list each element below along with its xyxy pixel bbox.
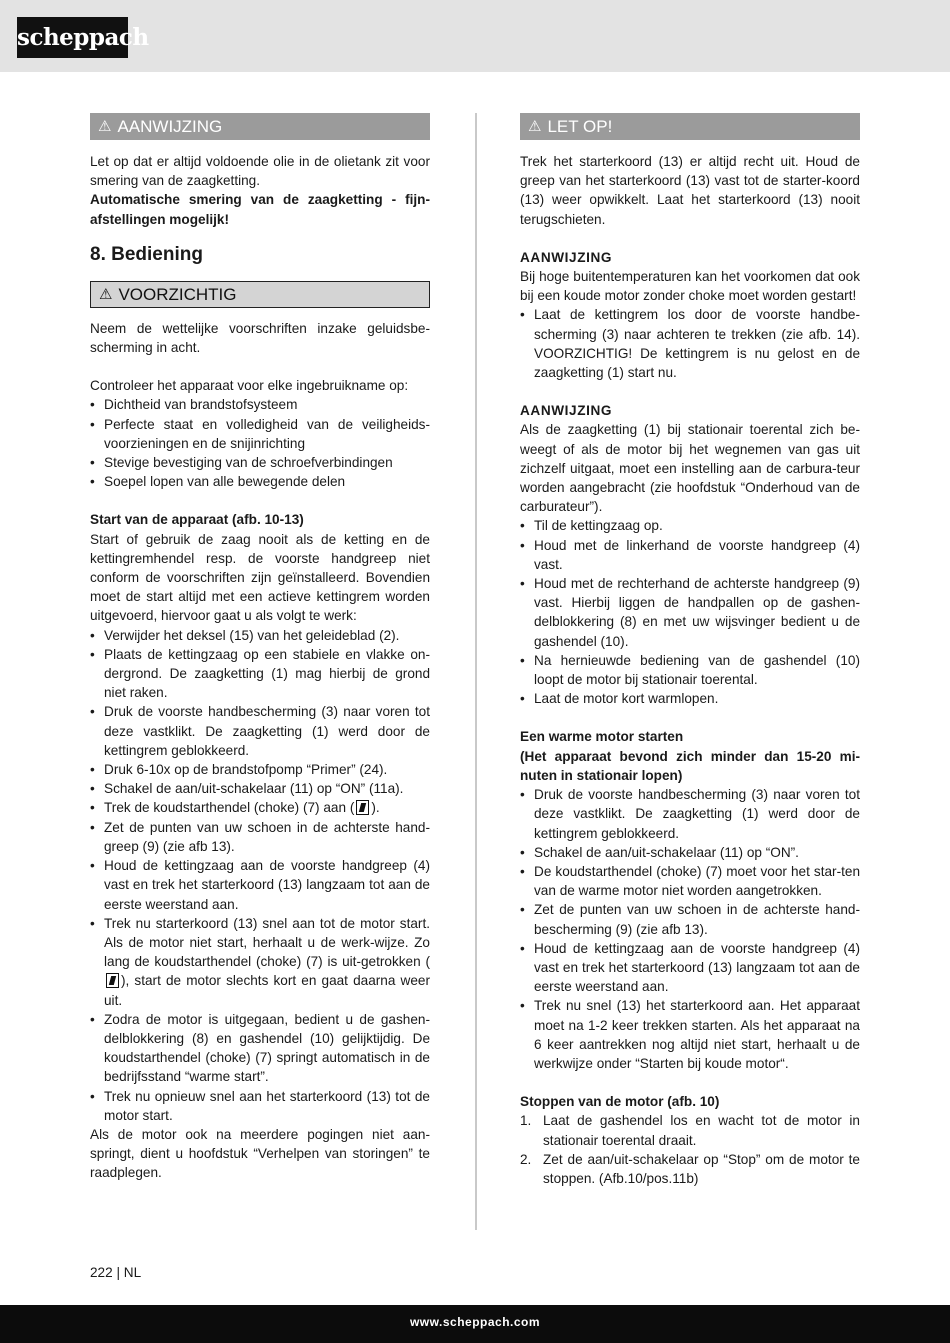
warning-triangle-icon: ⚠ bbox=[528, 117, 542, 135]
stop-heading: Stoppen van de motor (afb. 10) bbox=[520, 1094, 720, 1110]
attention-title: LET OP! bbox=[547, 116, 613, 136]
choke-step-text-a: Trek de koudstarthendel (choke) (7) aan ( bbox=[104, 800, 355, 816]
list-item: • Houd de kettingzaag aan de voorste handgreep (4) vast en trek het starterkoord (13) langzaam tot aan de eerste weerstand aan. bbox=[520, 939, 860, 997]
list-item: • Schakel de aan/uit-schakelaar (11) op “ON” (11a). bbox=[90, 779, 430, 798]
list-item: • Zet de punten van uw schoen in de achterste hand-greep (9) (zie afb 13). bbox=[90, 818, 430, 856]
note1-list bbox=[520, 305, 860, 382]
note2-list bbox=[520, 516, 860, 708]
choke-icon bbox=[106, 973, 119, 988]
list-item: • Zodra de motor is uitgegaan, bedient u de gashen-delblokkering (8) en gashendel (10) gelijktijdig. De koudstarthendel (choke) (7) springt automatisch in de bedrijfsstand “warme start”. bbox=[90, 1010, 430, 1087]
start-paragraph: Start of gebruik de zaag nooit als de ketting en de kettingremhendel resp. de voorste handgreep niet conform de voorschriften zijn geïnstalleerd. Bovendien moet de start altijd met een actieve kettingrem worden uitgevoerd, hiervoor gaat u als volgt te werk: bbox=[90, 531, 430, 624]
start-heading: Start van de apparaat (afb. 10-13) bbox=[90, 512, 304, 528]
legal-paragraph: Neem de wettelijke voorschriften inzake geluidsbe-scherming in acht. bbox=[90, 320, 430, 356]
notice-paragraph: Let op dat er altijd voldoende olie in de olietank zit voor smering van de zaagketting. bbox=[90, 154, 430, 189]
page-number: 222 | NL bbox=[90, 1265, 142, 1280]
list-item: • Houd de kettingzaag aan de voorste handgreep (4) vast en trek het starterkoord (13) langzaam tot aan de eerste weerstand aan. bbox=[90, 856, 430, 914]
list-item: • Houd met de rechterhand de achterste handgreep (9) vast. Hierbij liggen de handpallen op de gashen-delblokkering (8) en met uw wijsvinger bedient u de gashendel (10). bbox=[520, 574, 860, 651]
header-bar bbox=[0, 0, 950, 72]
caution-title: VOORZICHTIG bbox=[118, 284, 237, 304]
caution-box bbox=[90, 281, 430, 308]
start-steps bbox=[90, 626, 430, 1125]
step-text: Laat de gashendel los en wacht tot de motor in stationair toerental draait. bbox=[543, 1113, 860, 1148]
list-item: • Druk de voorste handbescherming (3) naar voren tot deze vastklikt. De zaagketting (1) werd door de kettingrem geblokkeerd. bbox=[90, 702, 430, 760]
step-number: 1. bbox=[520, 1113, 532, 1129]
list-item: • Soepel lopen van alle bewegende delen bbox=[90, 472, 430, 491]
note1-title: AANWIJZING bbox=[520, 249, 613, 265]
note1-paragraph: Bij hoge buitentemperaturen kan het voorkomen dat ook bij een koude motor zonder choke moet worden gestart! bbox=[520, 269, 860, 304]
list-item bbox=[90, 914, 430, 1010]
notice-bold-paragraph: Automatische smering van de zaagketting - fijn-afstellingen mogelijk! bbox=[90, 192, 430, 227]
list-item: • Verwijder het deksel (15) van het geleideblad (2). bbox=[90, 626, 430, 645]
column-divider bbox=[475, 113, 477, 1230]
warning-triangle-icon: ⚠ bbox=[99, 285, 113, 303]
list-item: • Druk 6-10x op de brandstofpomp “Primer” (24). bbox=[90, 760, 430, 779]
list-item: • De koudstarthendel (choke) (7) moet voor het star-ten van de warme motor niet worden aangetrokken. bbox=[520, 862, 860, 900]
list-item: • Plaats de kettingzaag op een stabiele en vlakke on-dergrond. De zaagketting (1) mag hierbij de grond niet raken. bbox=[90, 645, 430, 703]
check-list bbox=[90, 395, 430, 491]
check-paragraph: Controleer het apparaat voor elke ingebruikname op: bbox=[90, 378, 409, 394]
footer-url: www.scheppach.com bbox=[409, 1315, 541, 1329]
list-item bbox=[90, 798, 430, 817]
warning-triangle-icon: ⚠ bbox=[98, 117, 112, 135]
list-item: • Laat de motor kort warmlopen. bbox=[520, 689, 860, 708]
attention-box bbox=[520, 113, 860, 140]
choke-icon bbox=[356, 800, 369, 815]
list-item: • Zet de punten van uw schoen in de achterste hand-bescherming (9) (zie afb 13). bbox=[520, 900, 860, 938]
note2-paragraph: Als de zaagketting (1) bij stationair toerental zich be-weegt of als de motor bij het wegnemen van gas uit zichzelf uitgaat, moet een instelling aan de carbura-teur worden aangebracht (zie hoofdstuk “Onderhoud van de carburateur”). bbox=[520, 422, 860, 515]
warm-heading: Een warme motor starten bbox=[520, 729, 684, 745]
pull-step-text-a: Trek nu starterkoord (13) snel aan tot de motor start. Als de motor niet start, herhaalt u de werk-wijze. Zo lang de koudstarthendel (choke) (7) is uit-getrokken ( bbox=[104, 915, 430, 970]
warm-subheading: (Het apparaat bevond zich minder dan 15-20 mi-nuten in stationair lopen) bbox=[520, 748, 860, 783]
list-item: • Stevige bevestiging van de schroefverbindingen bbox=[90, 453, 430, 472]
notice-title: AANWIJZING bbox=[117, 116, 223, 136]
warm-list bbox=[520, 785, 860, 1073]
list-item: • Dichtheid van brandstofsysteem bbox=[90, 395, 430, 414]
closing-paragraph: Als de motor ook na meerdere pogingen niet aan-springt, dient u hoofdstuk “Verhelpen van storingen” te raadplegen. bbox=[90, 1126, 430, 1181]
step-number: 2. bbox=[520, 1151, 532, 1167]
note2-title: AANWIJZING bbox=[520, 403, 613, 419]
section-heading: 8. Bediening bbox=[90, 243, 203, 265]
list-item: • Schakel de aan/uit-schakelaar (11) op “ON”. bbox=[520, 843, 860, 862]
stop-list bbox=[520, 1111, 860, 1188]
brand-logo: scheppach bbox=[17, 17, 128, 58]
pull-step-text-b: ), start de motor slechts kort en gaat daarna weer uit. bbox=[104, 973, 430, 1008]
list-item: • Houd met de linkerhand de voorste handgreep (4) vast. bbox=[520, 536, 860, 574]
list-item: • Na hernieuwde bediening van de gashendel (10) loopt de motor bij stationair toerental. bbox=[520, 651, 860, 689]
list-item: • Laat de kettingrem los door de voorste handbe-scherming (3) naar achteren te trekken (zie afb. 14). VOORZICHTIG! De kettingrem is nu gelost en de zaagketting (1) start nu. bbox=[520, 305, 860, 382]
list-item: • Perfecte staat en volledigheid van de veiligheids-voorzieningen en de snijinrichting bbox=[90, 415, 430, 453]
list-item: • Trek nu opnieuw snel aan het starterkoord (13) tot de motor start. bbox=[90, 1087, 430, 1125]
list-item: • Trek nu snel (13) het starterkoord aan. Het apparaat moet na 1-2 keer trekken starten. Als het apparaat na 6 keer aantrekken nog altijd niet start, herhaalt u de werkwijze onder “Starten bij koude motor“. bbox=[520, 996, 860, 1073]
list-item: • Til de kettingzaag op. bbox=[520, 516, 860, 535]
left-column bbox=[90, 113, 430, 1183]
right-column bbox=[520, 113, 860, 1188]
list-item bbox=[520, 1150, 860, 1188]
list-item: • Druk de voorste handbescherming (3) naar voren tot deze vastklikt. De zaagketting (1) werd door de kettingrem geblokkeerd. bbox=[520, 785, 860, 843]
step-text: Zet de aan/uit-schakelaar op “Stop” om de motor te stoppen. (Afb.10/pos.11b) bbox=[543, 1151, 860, 1186]
notice-box bbox=[90, 113, 430, 140]
footer-bar bbox=[0, 1305, 950, 1343]
attention-paragraph: Trek het starterkoord (13) er altijd recht uit. Houd de greep van het starterkoord (13) vast tot de starter-koord (13) weer opwikkelt. Laat het starterkoord (13) nooit terugschieten. bbox=[520, 154, 860, 227]
list-item bbox=[520, 1111, 860, 1149]
choke-step-text-b: ). bbox=[371, 800, 380, 816]
